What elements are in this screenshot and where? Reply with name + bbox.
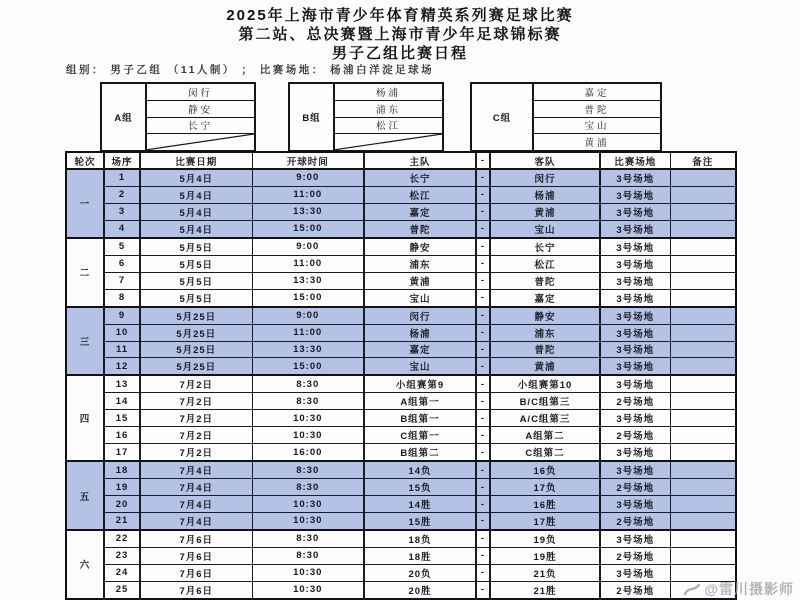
time-cell: 8:30 bbox=[252, 393, 364, 410]
watermark-text: @雷川摄影师 bbox=[704, 581, 794, 597]
note-cell bbox=[670, 272, 736, 289]
vs-separator-cell: - bbox=[476, 289, 490, 306]
vs-separator-cell: - bbox=[476, 255, 490, 272]
header-venue: 比赛场地 bbox=[600, 152, 670, 169]
match-row bbox=[66, 324, 736, 341]
team-cell: 黄浦 bbox=[534, 133, 660, 150]
date-cell: 5月25日 bbox=[140, 307, 252, 324]
note-cell bbox=[670, 375, 736, 392]
home-team-cell: 15胜 bbox=[364, 513, 476, 530]
time-cell: 8:30 bbox=[252, 461, 364, 478]
group-box-c bbox=[470, 82, 662, 152]
away-team-cell: 长宁 bbox=[490, 238, 600, 255]
seq-cell: 8 bbox=[104, 289, 140, 306]
time-cell: 15:00 bbox=[252, 358, 364, 375]
vs-separator-cell: - bbox=[476, 186, 490, 203]
vs-separator-cell: - bbox=[476, 393, 490, 410]
date-cell: 7月4日 bbox=[140, 513, 252, 530]
note-cell bbox=[670, 341, 736, 358]
away-team-cell: A组第二 bbox=[490, 427, 600, 444]
header-date: 比赛日期 bbox=[140, 152, 252, 169]
seq-cell: 11 bbox=[104, 341, 140, 358]
venue-cell: 2号场地 bbox=[600, 513, 670, 530]
date-cell: 7月2日 bbox=[140, 427, 252, 444]
time-cell: 15:00 bbox=[252, 220, 364, 237]
note-cell bbox=[670, 203, 736, 220]
time-cell: 10:30 bbox=[252, 410, 364, 427]
seq-cell: 5 bbox=[104, 238, 140, 255]
header-round: 轮次 bbox=[66, 152, 104, 169]
time-cell: 8:30 bbox=[252, 547, 364, 564]
seq-cell: 14 bbox=[104, 393, 140, 410]
group-b-label: B组 bbox=[290, 84, 335, 150]
away-team-cell: 17负 bbox=[490, 479, 600, 496]
team-cell: 普陀 bbox=[534, 100, 660, 117]
note-cell bbox=[670, 496, 736, 513]
time-cell: 11:00 bbox=[252, 186, 364, 203]
seq-cell: 12 bbox=[104, 358, 140, 375]
seq-cell: 3 bbox=[104, 203, 140, 220]
home-team-cell: 20负 bbox=[364, 564, 476, 581]
date-cell: 7月4日 bbox=[140, 461, 252, 478]
team-cell: 浦东 bbox=[335, 100, 442, 117]
group-a-label: A组 bbox=[102, 84, 147, 150]
header-time: 开球时间 bbox=[252, 152, 364, 169]
title-line-3: 男子乙组比赛日程 bbox=[331, 45, 468, 62]
match-row bbox=[66, 203, 736, 220]
venue-cell: 3号场地 bbox=[600, 564, 670, 581]
note-cell bbox=[670, 513, 736, 530]
time-cell: 10:30 bbox=[252, 427, 364, 444]
vs-separator-cell: - bbox=[476, 203, 490, 220]
group-b-teams bbox=[335, 84, 442, 150]
match-row bbox=[66, 220, 736, 237]
date-cell: 5月5日 bbox=[140, 238, 252, 255]
date-cell: 7月6日 bbox=[140, 530, 252, 547]
match-row bbox=[66, 289, 736, 306]
seq-cell: 1 bbox=[104, 169, 140, 186]
team-cell: 静安 bbox=[147, 100, 254, 117]
seq-cell: 6 bbox=[104, 255, 140, 272]
note-cell bbox=[670, 444, 736, 461]
vs-separator-cell: - bbox=[476, 358, 490, 375]
match-row bbox=[66, 393, 736, 410]
empty-cell-diagonal bbox=[147, 133, 254, 150]
venue-cell: 3号场地 bbox=[600, 530, 670, 547]
document-header bbox=[0, 6, 800, 63]
seq-cell: 20 bbox=[104, 496, 140, 513]
away-team-cell: 21负 bbox=[490, 564, 600, 581]
venue-cell: 2号场地 bbox=[600, 393, 670, 410]
date-cell: 5月25日 bbox=[140, 324, 252, 341]
round-number-cell: 四 bbox=[66, 375, 104, 461]
time-cell: 13:30 bbox=[252, 203, 364, 220]
date-cell: 7月6日 bbox=[140, 581, 252, 599]
note-cell bbox=[670, 307, 736, 324]
home-team-cell: 杨浦 bbox=[364, 324, 476, 341]
time-cell: 9:00 bbox=[252, 307, 364, 324]
note-cell bbox=[670, 581, 736, 599]
home-team-cell: 普陀 bbox=[364, 220, 476, 237]
group-c-label: C组 bbox=[472, 84, 534, 150]
date-cell: 5月5日 bbox=[140, 255, 252, 272]
vs-separator-cell: - bbox=[476, 461, 490, 478]
time-cell: 16:00 bbox=[252, 444, 364, 461]
time-cell: 13:30 bbox=[252, 272, 364, 289]
home-team-cell: 松江 bbox=[364, 186, 476, 203]
group-a-teams bbox=[147, 84, 254, 150]
vs-separator-cell: - bbox=[476, 375, 490, 392]
seq-cell: 24 bbox=[104, 564, 140, 581]
time-cell: 15:00 bbox=[252, 289, 364, 306]
time-cell: 10:30 bbox=[252, 496, 364, 513]
group-and-venue-info: 组别： 男子乙组 （11人制） ； 比赛场地： 杨浦白洋淀足球场 bbox=[66, 64, 435, 76]
time-cell: 8:30 bbox=[252, 375, 364, 392]
seq-cell: 22 bbox=[104, 530, 140, 547]
vs-separator-cell: - bbox=[476, 513, 490, 530]
note-cell bbox=[670, 461, 736, 478]
vs-separator-cell: - bbox=[476, 324, 490, 341]
date-cell: 5月4日 bbox=[140, 169, 252, 186]
seq-cell: 4 bbox=[104, 220, 140, 237]
home-team-cell: 18胜 bbox=[364, 547, 476, 564]
vs-separator-cell: - bbox=[476, 547, 490, 564]
venue-cell: 3号场地 bbox=[600, 358, 670, 375]
seq-cell: 9 bbox=[104, 307, 140, 324]
diagonal-slash-icon bbox=[147, 134, 254, 150]
match-row bbox=[66, 375, 736, 392]
away-team-cell: 松江 bbox=[490, 255, 600, 272]
vs-separator-cell: - bbox=[476, 444, 490, 461]
date-cell: 5月5日 bbox=[140, 272, 252, 289]
away-team-cell: 普陀 bbox=[490, 341, 600, 358]
match-row bbox=[66, 238, 736, 255]
note-cell bbox=[670, 547, 736, 564]
venue-cell: 3号场地 bbox=[600, 324, 670, 341]
away-team-cell: 静安 bbox=[490, 307, 600, 324]
away-team-cell: 19胜 bbox=[490, 547, 600, 564]
venue-cell: 2号场地 bbox=[600, 547, 670, 564]
match-row bbox=[66, 513, 736, 530]
note-cell bbox=[670, 564, 736, 581]
schedule-table-header bbox=[66, 152, 736, 169]
date-cell: 7月6日 bbox=[140, 564, 252, 581]
note-cell bbox=[670, 410, 736, 427]
date-cell: 5月4日 bbox=[140, 186, 252, 203]
vs-separator-cell: - bbox=[476, 564, 490, 581]
away-team-cell: A/C组第三 bbox=[490, 410, 600, 427]
venue-cell: 3号场地 bbox=[600, 203, 670, 220]
home-team-cell: 14负 bbox=[364, 461, 476, 478]
match-row bbox=[66, 530, 736, 547]
venue-cell: 3号场地 bbox=[600, 461, 670, 478]
match-row bbox=[66, 307, 736, 324]
home-team-cell: 20胜 bbox=[364, 581, 476, 599]
match-row bbox=[66, 479, 736, 496]
seq-cell: 19 bbox=[104, 479, 140, 496]
seq-cell: 18 bbox=[104, 461, 140, 478]
venue-cell: 3号场地 bbox=[600, 255, 670, 272]
away-team-cell: 16胜 bbox=[490, 496, 600, 513]
home-team-cell: 14胜 bbox=[364, 496, 476, 513]
time-cell: 10:30 bbox=[252, 513, 364, 530]
match-row bbox=[66, 547, 736, 564]
seq-cell: 10 bbox=[104, 324, 140, 341]
venue-cell: 3号场地 bbox=[600, 496, 670, 513]
group-box-a bbox=[100, 82, 256, 152]
home-team-cell: B组第一 bbox=[364, 410, 476, 427]
away-team-cell: 杨浦 bbox=[490, 186, 600, 203]
header-away: 客队 bbox=[490, 152, 600, 169]
away-team-cell: 16负 bbox=[490, 461, 600, 478]
away-team-cell: 闵行 bbox=[490, 169, 600, 186]
seq-cell: 15 bbox=[104, 410, 140, 427]
venue-cell: 3号场地 bbox=[600, 220, 670, 237]
seq-cell: 7 bbox=[104, 272, 140, 289]
time-cell: 8:30 bbox=[252, 530, 364, 547]
date-cell: 5月4日 bbox=[140, 220, 252, 237]
vs-separator-cell: - bbox=[476, 169, 490, 186]
venue-cell: 3号场地 bbox=[600, 410, 670, 427]
away-team-cell: 21胜 bbox=[490, 581, 600, 599]
note-cell bbox=[670, 393, 736, 410]
header-home: 主队 bbox=[364, 152, 476, 169]
schedule-table-container bbox=[65, 151, 735, 600]
team-cell: 闵行 bbox=[187, 87, 213, 99]
round-number-cell: 一 bbox=[66, 169, 104, 238]
seq-cell: 21 bbox=[104, 513, 140, 530]
team-cell: 长宁 bbox=[147, 117, 254, 134]
seq-cell: 13 bbox=[104, 375, 140, 392]
date-cell: 5月25日 bbox=[140, 358, 252, 375]
venue-cell: 3号场地 bbox=[600, 272, 670, 289]
time-cell: 10:30 bbox=[252, 564, 364, 581]
vs-separator-cell: - bbox=[476, 307, 490, 324]
seq-cell: 17 bbox=[104, 444, 140, 461]
seq-cell: 25 bbox=[104, 581, 140, 599]
match-row bbox=[66, 341, 736, 358]
home-team-cell: 浦东 bbox=[364, 255, 476, 272]
schedule-table-body bbox=[66, 169, 736, 599]
date-cell: 5月25日 bbox=[140, 341, 252, 358]
home-team-cell: 宝山 bbox=[364, 289, 476, 306]
away-team-cell: 黄浦 bbox=[490, 203, 600, 220]
note-cell bbox=[670, 479, 736, 496]
header-note: 备注 bbox=[670, 152, 736, 169]
team-cell: 嘉定 bbox=[584, 87, 610, 99]
away-team-cell: 普陀 bbox=[490, 272, 600, 289]
home-team-cell: 嘉定 bbox=[364, 341, 476, 358]
vs-separator-cell: - bbox=[476, 496, 490, 513]
team-cell: 松江 bbox=[335, 117, 442, 134]
home-team-cell: C组第一 bbox=[364, 427, 476, 444]
vs-separator-cell: - bbox=[476, 581, 490, 599]
note-cell bbox=[670, 255, 736, 272]
home-team-cell: 长宁 bbox=[364, 169, 476, 186]
time-cell: 9:00 bbox=[252, 169, 364, 186]
match-row bbox=[66, 427, 736, 444]
vs-separator-cell: - bbox=[476, 272, 490, 289]
team-cell: 杨浦 bbox=[375, 87, 401, 99]
venue-cell: 3号场地 bbox=[600, 238, 670, 255]
match-row bbox=[66, 255, 736, 272]
match-row bbox=[66, 496, 736, 513]
vs-separator-cell: - bbox=[476, 479, 490, 496]
away-team-cell: 17胜 bbox=[490, 513, 600, 530]
note-cell bbox=[670, 324, 736, 341]
date-cell: 7月4日 bbox=[140, 479, 252, 496]
venue-cell: 3号场地 bbox=[600, 444, 670, 461]
time-cell: 10:30 bbox=[252, 581, 364, 599]
match-row bbox=[66, 564, 736, 581]
match-row bbox=[66, 272, 736, 289]
group-c-teams bbox=[534, 84, 660, 150]
header-seq: 场序 bbox=[104, 152, 140, 169]
home-team-cell: 18负 bbox=[364, 530, 476, 547]
seq-cell: 2 bbox=[104, 186, 140, 203]
home-team-cell: B组第二 bbox=[364, 444, 476, 461]
date-cell: 7月6日 bbox=[140, 547, 252, 564]
match-row bbox=[66, 358, 736, 375]
away-team-cell: B/C组第三 bbox=[490, 393, 600, 410]
venue-cell: 3号场地 bbox=[600, 341, 670, 358]
round-number-cell: 二 bbox=[66, 238, 104, 307]
away-team-cell: 宝山 bbox=[490, 220, 600, 237]
title-line-1: 2025年上海市青少年体育精英系列赛足球比赛 bbox=[226, 7, 574, 24]
seq-cell: 16 bbox=[104, 427, 140, 444]
away-team-cell: 黄浦 bbox=[490, 358, 600, 375]
match-row bbox=[66, 444, 736, 461]
away-team-cell: 嘉定 bbox=[490, 289, 600, 306]
home-team-cell: 黄浦 bbox=[364, 272, 476, 289]
note-cell bbox=[670, 358, 736, 375]
date-cell: 7月2日 bbox=[140, 444, 252, 461]
header-vs: - bbox=[476, 152, 490, 169]
home-team-cell: A组第一 bbox=[364, 393, 476, 410]
match-row bbox=[66, 581, 736, 599]
match-row bbox=[66, 410, 736, 427]
diagonal-slash-icon bbox=[335, 134, 442, 150]
match-row bbox=[66, 169, 736, 186]
venue-cell: 3号场地 bbox=[600, 186, 670, 203]
home-team-cell: 小组赛第9 bbox=[364, 375, 476, 392]
match-row bbox=[66, 461, 736, 478]
date-cell: 5月4日 bbox=[140, 203, 252, 220]
home-team-cell: 嘉定 bbox=[364, 203, 476, 220]
venue-cell: 3号场地 bbox=[600, 169, 670, 186]
away-team-cell: 浦东 bbox=[490, 324, 600, 341]
group-box-b bbox=[288, 82, 444, 152]
venue-cell: 3号场地 bbox=[600, 307, 670, 324]
team-cell: 宝山 bbox=[534, 117, 660, 134]
vs-separator-cell: - bbox=[476, 427, 490, 444]
vs-separator-cell: - bbox=[476, 220, 490, 237]
venue-cell: 2号场地 bbox=[600, 581, 670, 599]
venue-cell: 2号场地 bbox=[600, 427, 670, 444]
date-cell: 7月2日 bbox=[140, 410, 252, 427]
empty-cell-diagonal bbox=[335, 133, 442, 150]
away-team-cell: C组第二 bbox=[490, 444, 600, 461]
venue-cell: 3号场地 bbox=[600, 375, 670, 392]
time-cell: 9:00 bbox=[252, 238, 364, 255]
round-number-cell: 三 bbox=[66, 307, 104, 376]
schedule-table bbox=[65, 151, 737, 600]
away-team-cell: 小组赛第10 bbox=[490, 375, 600, 392]
time-cell: 13:30 bbox=[252, 341, 364, 358]
home-team-cell: 静安 bbox=[364, 238, 476, 255]
venue-cell: 3号场地 bbox=[600, 289, 670, 306]
round-number-cell: 五 bbox=[66, 461, 104, 530]
home-team-cell: 15负 bbox=[364, 479, 476, 496]
note-cell bbox=[670, 289, 736, 306]
date-cell: 7月2日 bbox=[140, 393, 252, 410]
time-cell: 11:00 bbox=[252, 255, 364, 272]
date-cell: 7月2日 bbox=[140, 375, 252, 392]
vs-separator-cell: - bbox=[476, 530, 490, 547]
title-line-2: 第二站、总决赛暨上海市青少年足球锦标赛 bbox=[238, 26, 562, 43]
seq-cell: 23 bbox=[104, 547, 140, 564]
header-row bbox=[66, 152, 736, 169]
date-cell: 5月5日 bbox=[140, 289, 252, 306]
note-cell bbox=[670, 238, 736, 255]
vs-separator-cell: - bbox=[476, 410, 490, 427]
note-cell bbox=[670, 427, 736, 444]
venue-cell: 2号场地 bbox=[600, 479, 670, 496]
time-cell: 8:30 bbox=[252, 479, 364, 496]
vs-separator-cell: - bbox=[476, 341, 490, 358]
note-cell bbox=[670, 186, 736, 203]
away-team-cell: 19负 bbox=[490, 530, 600, 547]
home-team-cell: 闵行 bbox=[364, 307, 476, 324]
time-cell: 11:00 bbox=[252, 324, 364, 341]
note-cell bbox=[670, 220, 736, 237]
vs-separator-cell: - bbox=[476, 238, 490, 255]
match-row bbox=[66, 186, 736, 203]
home-team-cell: 宝山 bbox=[364, 358, 476, 375]
note-cell bbox=[670, 169, 736, 186]
note-cell bbox=[670, 530, 736, 547]
date-cell: 7月4日 bbox=[140, 496, 252, 513]
round-number-cell: 六 bbox=[66, 530, 104, 599]
